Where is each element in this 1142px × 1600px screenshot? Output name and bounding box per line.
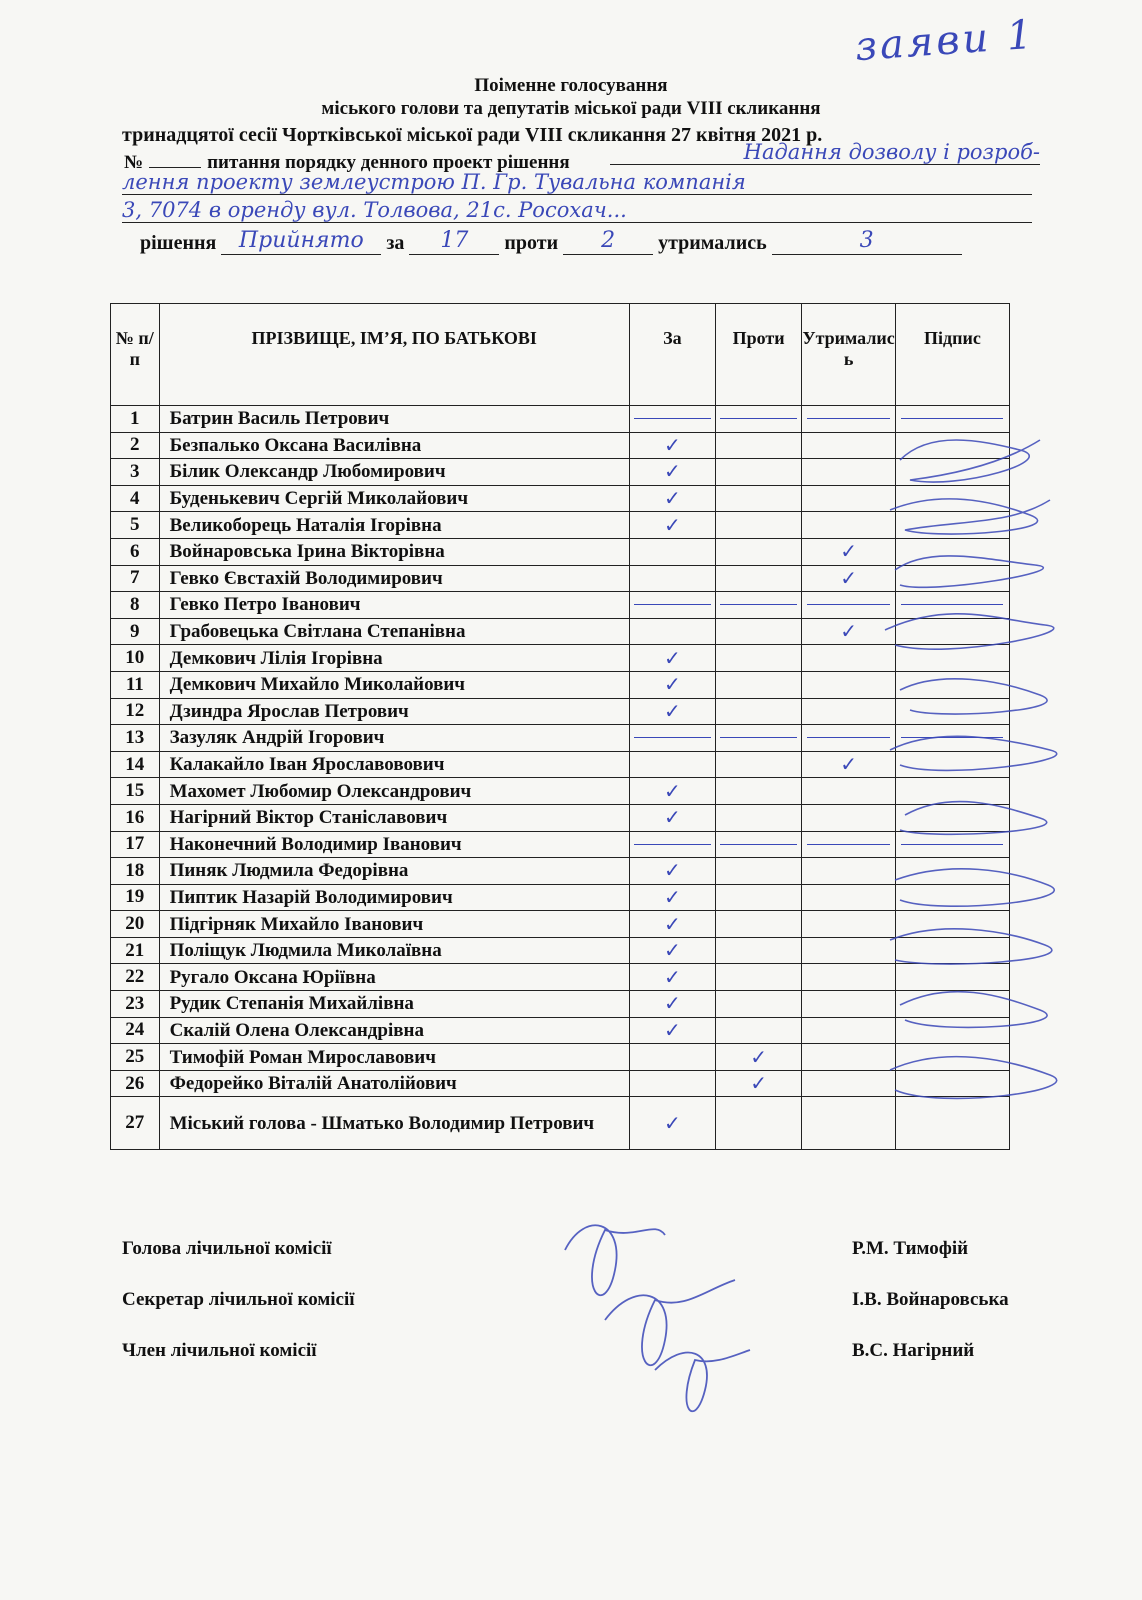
- col-abstained: Утрималис ь: [802, 304, 895, 406]
- col-against: Проти: [715, 304, 802, 406]
- vote-abstain-cell: [802, 964, 895, 991]
- check-mark-icon: ✓: [840, 567, 857, 590]
- vote-against-cell: [715, 538, 802, 565]
- row-number: 27: [111, 1097, 160, 1150]
- vote-for-cell: [629, 937, 715, 964]
- commission-row: [122, 1289, 1042, 1340]
- strike-line: [901, 604, 1003, 605]
- vote-for-cell: [629, 831, 715, 858]
- signature-cell: [895, 592, 1009, 619]
- vote-for-cell: [629, 671, 715, 698]
- vote-against-cell: [715, 1097, 802, 1150]
- signature-cell: [895, 911, 1009, 938]
- vote-abstain-cell: [802, 831, 895, 858]
- row-number: 8: [111, 592, 160, 619]
- table-row: [111, 884, 1010, 911]
- vote-abstain-cell: [802, 618, 895, 645]
- member-name: Білик Олександр Любомирович: [159, 459, 629, 486]
- vote-abstain-cell: [802, 432, 895, 459]
- member-name: Батрин Василь Петрович: [159, 406, 629, 433]
- commission-block: [122, 1238, 1042, 1391]
- table-row: [111, 778, 1010, 805]
- signature-cell: [895, 512, 1009, 539]
- table-row: [111, 937, 1010, 964]
- check-mark-icon: ✓: [663, 1112, 681, 1135]
- vote-for-cell: [629, 432, 715, 459]
- vote-abstain-cell: [802, 751, 895, 778]
- check-mark-icon: ✓: [663, 913, 681, 936]
- row-number: 1: [111, 406, 160, 433]
- vote-abstain-cell: [802, 1044, 895, 1071]
- signature-cell: [895, 804, 1009, 831]
- handwritten-line-3: 3, 7074 в оренду вул. Толвова, 21с. Росохач...: [122, 198, 1032, 223]
- check-mark-icon: ✓: [840, 541, 857, 564]
- strike-line: [807, 844, 890, 845]
- row-number: 14: [111, 751, 160, 778]
- vote-for-cell: [629, 698, 715, 725]
- abstained-label: утримались: [658, 232, 767, 254]
- signature-cell: [895, 831, 1009, 858]
- strike-line: [901, 737, 1003, 738]
- row-number: 25: [111, 1044, 160, 1071]
- against-label: проти: [504, 232, 559, 254]
- commission-member-name: І.В. Войнаровська: [852, 1289, 1009, 1310]
- row-number: 3: [111, 459, 160, 486]
- vote-against-cell: [715, 565, 802, 592]
- row-number: 2: [111, 432, 160, 459]
- vote-abstain-cell: [802, 884, 895, 911]
- check-mark-icon: ✓: [663, 1019, 681, 1042]
- abstained-count: 3: [772, 228, 962, 255]
- commission-role: Член лічильної комісії: [122, 1340, 317, 1361]
- signature-cell: [895, 1017, 1009, 1044]
- vote-abstain-cell: [802, 645, 895, 672]
- table-header-row: [111, 304, 1010, 406]
- vote-abstain-cell: [802, 1097, 895, 1150]
- table-row: [111, 991, 1010, 1018]
- row-number: 26: [111, 1070, 160, 1097]
- strike-line: [807, 418, 890, 419]
- check-mark-icon: ✓: [750, 1073, 767, 1096]
- vote-abstain-cell: [802, 1070, 895, 1097]
- check-mark-icon: ✓: [840, 754, 857, 777]
- row-number: 13: [111, 725, 160, 752]
- vote-abstain-cell: [802, 565, 895, 592]
- vote-for-cell: [629, 884, 715, 911]
- agenda-number-blank: [149, 167, 201, 168]
- strike-line: [720, 604, 797, 605]
- vote-for-cell: [629, 618, 715, 645]
- vote-for-cell: [629, 645, 715, 672]
- vote-abstain-cell: [802, 1017, 895, 1044]
- check-mark-icon: ✓: [663, 860, 681, 883]
- row-number: 5: [111, 512, 160, 539]
- signature-cell: [895, 698, 1009, 725]
- vote-for-cell: [629, 911, 715, 938]
- check-mark-icon: ✓: [663, 514, 681, 537]
- corner-note: заяви 1: [853, 11, 1037, 71]
- table-row: [111, 459, 1010, 486]
- vote-against-cell: [715, 645, 802, 672]
- commission-row: [122, 1340, 1042, 1391]
- vote-against-cell: [715, 592, 802, 619]
- for-count: 17: [409, 228, 499, 255]
- strike-line: [807, 737, 890, 738]
- row-number: 16: [111, 804, 160, 831]
- member-name: Войнаровська Ірина Вікторівна: [159, 538, 629, 565]
- row-number: 11: [111, 671, 160, 698]
- signature-cell: [895, 937, 1009, 964]
- signature-cell: [895, 538, 1009, 565]
- signature-cell: [895, 1044, 1009, 1071]
- table-row: [111, 512, 1010, 539]
- vote-abstain-cell: [802, 698, 895, 725]
- signature-cell: [895, 884, 1009, 911]
- vote-against-cell: [715, 1070, 802, 1097]
- table-row: [111, 671, 1010, 698]
- signature-cell: [895, 964, 1009, 991]
- vote-for-cell: [629, 991, 715, 1018]
- vote-against-cell: [715, 485, 802, 512]
- check-mark-icon: ✓: [663, 807, 681, 830]
- member-name: Пиняк Людмила Федорівна: [159, 858, 629, 885]
- doc-title: Поіменне голосування: [474, 75, 668, 96]
- strike-line: [634, 844, 711, 845]
- member-name: Пиптик Назарій Володимирович: [159, 884, 629, 911]
- col-for: За: [629, 304, 715, 406]
- commission-role: Секретар лічильної комісії: [122, 1289, 355, 1310]
- check-mark-icon: ✓: [663, 647, 681, 670]
- vote-abstain-cell: [802, 911, 895, 938]
- check-mark-icon: ✓: [663, 434, 681, 457]
- vote-abstain-cell: [802, 725, 895, 752]
- row-number: 24: [111, 1017, 160, 1044]
- table-row: [111, 804, 1010, 831]
- table-row: [111, 725, 1010, 752]
- check-mark-icon: ✓: [750, 1046, 767, 1069]
- vote-for-cell: [629, 406, 715, 433]
- strike-line: [901, 418, 1003, 419]
- commission-row: [122, 1238, 1042, 1289]
- vote-for-cell: [629, 778, 715, 805]
- member-name: Гевко Євстахій Володимирович: [159, 565, 629, 592]
- table-row: [111, 751, 1010, 778]
- check-mark-icon: ✓: [663, 993, 681, 1016]
- row-number: 20: [111, 911, 160, 938]
- table-row: [111, 645, 1010, 672]
- vote-abstain-cell: [802, 671, 895, 698]
- vote-against-cell: [715, 1017, 802, 1044]
- vote-against-cell: [715, 725, 802, 752]
- signature-cell: [895, 671, 1009, 698]
- decision-value: Прийнято: [221, 228, 381, 255]
- vote-against-cell: [715, 831, 802, 858]
- signature-cell: [895, 1097, 1009, 1150]
- vote-for-cell: [629, 725, 715, 752]
- row-number: 7: [111, 565, 160, 592]
- strike-line: [720, 737, 797, 738]
- signature-cell: [895, 991, 1009, 1018]
- row-number: 6: [111, 538, 160, 565]
- strike-line: [720, 844, 797, 845]
- vote-against-cell: [715, 911, 802, 938]
- agenda-label: питання порядку денного проект рішення: [207, 152, 570, 173]
- vote-abstain-cell: [802, 538, 895, 565]
- row-number: 18: [111, 858, 160, 885]
- col-signature: Підпис: [895, 304, 1009, 406]
- member-name: Безпалько Оксана Василівна: [159, 432, 629, 459]
- check-mark-icon: ✓: [663, 700, 681, 723]
- strike-line: [634, 418, 711, 419]
- member-name: Великоборець Наталія Ігорівна: [159, 512, 629, 539]
- row-number: 4: [111, 485, 160, 512]
- session-line: тринадцятої сесії Чортківської міської ради VIII скликання 27 квітня 2021 р.: [122, 124, 823, 146]
- handwritten-line-1: Надання дозволу і розроб-: [610, 140, 1040, 165]
- vote-for-cell: [629, 1097, 715, 1150]
- check-mark-icon: ✓: [663, 886, 681, 909]
- col-name: ПРІЗВИЩЕ, ІМ’Я, ПО БАТЬКОВІ: [159, 304, 629, 406]
- vote-abstain-cell: [802, 937, 895, 964]
- handwritten-line-2: лення проекту землеустрою П. Гр. Тувальна компанія: [122, 170, 1032, 195]
- strike-line: [634, 737, 711, 738]
- table-row: [111, 565, 1010, 592]
- table-row: [111, 1070, 1010, 1097]
- member-name: Рудик Степанія Михайлівна: [159, 991, 629, 1018]
- commission-member-name: Р.М. Тимофій: [852, 1238, 969, 1259]
- member-name: Скалій Олена Олександрівна: [159, 1017, 629, 1044]
- vote-against-cell: [715, 804, 802, 831]
- row-number: 9: [111, 618, 160, 645]
- member-name: Підгірняк Михайло Іванович: [159, 911, 629, 938]
- vote-against-cell: [715, 459, 802, 486]
- table-row: [111, 538, 1010, 565]
- vote-for-cell: [629, 1070, 715, 1097]
- signature-cell: [895, 406, 1009, 433]
- commission-role: Голова лічильної комісії: [122, 1238, 332, 1259]
- row-number: 23: [111, 991, 160, 1018]
- member-name: Демкович Михайло Миколайович: [159, 671, 629, 698]
- table-row: [111, 1044, 1010, 1071]
- vote-against-cell: [715, 884, 802, 911]
- signature-cell: [895, 751, 1009, 778]
- vote-abstain-cell: [802, 592, 895, 619]
- table-row: [111, 1017, 1010, 1044]
- row-number: 12: [111, 698, 160, 725]
- check-mark-icon: ✓: [663, 674, 681, 697]
- member-name: Калакайло Іван Ярославовович: [159, 751, 629, 778]
- vote-for-cell: [629, 1017, 715, 1044]
- strike-line: [720, 418, 797, 419]
- check-mark-icon: ✓: [663, 488, 681, 511]
- table-row: [111, 964, 1010, 991]
- vote-for-cell: [629, 858, 715, 885]
- vote-against-cell: [715, 858, 802, 885]
- vote-against-cell: [715, 937, 802, 964]
- vote-against-cell: [715, 751, 802, 778]
- vote-against-cell: [715, 991, 802, 1018]
- strike-line: [807, 604, 890, 605]
- vote-against-cell: [715, 778, 802, 805]
- member-name: Грабовецька Світлана Степанівна: [159, 618, 629, 645]
- signature-cell: [895, 618, 1009, 645]
- strike-line: [901, 844, 1003, 845]
- vote-against-cell: [715, 618, 802, 645]
- member-name: Нагірний Віктор Станіславович: [159, 804, 629, 831]
- table-row: [111, 406, 1010, 433]
- vote-for-cell: [629, 804, 715, 831]
- agenda-number-prefix: №: [124, 152, 144, 173]
- vote-against-cell: [715, 1044, 802, 1071]
- check-mark-icon: ✓: [663, 966, 681, 989]
- for-label: за: [386, 232, 405, 254]
- table-row: [111, 485, 1010, 512]
- vote-for-cell: [629, 964, 715, 991]
- table-row: [111, 858, 1010, 885]
- member-name: Ругало Оксана Юріївна: [159, 964, 629, 991]
- check-mark-icon: ✓: [840, 621, 857, 644]
- member-name: Буденькевич Сергій Миколайович: [159, 485, 629, 512]
- vote-abstain-cell: [802, 406, 895, 433]
- row-number: 19: [111, 884, 160, 911]
- vote-for-cell: [629, 592, 715, 619]
- vote-against-cell: [715, 964, 802, 991]
- row-number: 22: [111, 964, 160, 991]
- vote-for-cell: [629, 485, 715, 512]
- member-name: Махомет Любомир Олександрович: [159, 778, 629, 805]
- vote-for-cell: [629, 512, 715, 539]
- vote-abstain-cell: [802, 778, 895, 805]
- signature-cell: [895, 778, 1009, 805]
- vote-for-cell: [629, 1044, 715, 1071]
- signature-cell: [895, 725, 1009, 752]
- vote-against-cell: [715, 512, 802, 539]
- vote-abstain-cell: [802, 804, 895, 831]
- member-name: Поліщук Людмила Миколаївна: [159, 937, 629, 964]
- vote-abstain-cell: [802, 512, 895, 539]
- row-number: 15: [111, 778, 160, 805]
- member-name: Тимофій Роман Мирославович: [159, 1044, 629, 1071]
- table-row: [111, 1097, 1010, 1150]
- member-name: Міський голова - Шматько Володимир Петрович: [159, 1097, 629, 1150]
- signature-cell: [895, 858, 1009, 885]
- table-row: [111, 911, 1010, 938]
- decision-line: [140, 228, 962, 255]
- vote-table: [110, 303, 1010, 1150]
- vote-against-cell: [715, 432, 802, 459]
- vote-against-cell: [715, 698, 802, 725]
- table-row: [111, 831, 1010, 858]
- vote-abstain-cell: [802, 459, 895, 486]
- table-row: [111, 432, 1010, 459]
- row-number: 17: [111, 831, 160, 858]
- vote-abstain-cell: [802, 991, 895, 1018]
- vote-for-cell: [629, 459, 715, 486]
- vote-abstain-cell: [802, 858, 895, 885]
- vote-abstain-cell: [802, 485, 895, 512]
- member-name: Зазуляк Андрій Ігорович: [159, 725, 629, 752]
- check-mark-icon: ✓: [663, 780, 681, 803]
- col-number: № п/п: [111, 304, 160, 406]
- strike-line: [634, 604, 711, 605]
- table-row: [111, 592, 1010, 619]
- signature-cell: [895, 645, 1009, 672]
- signature-cell: [895, 432, 1009, 459]
- signature-cell: [895, 1070, 1009, 1097]
- signature-cell: [895, 459, 1009, 486]
- row-number: 10: [111, 645, 160, 672]
- doc-subtitle: міського голови та депутатів міської ради VIII скликання: [321, 98, 821, 119]
- vote-for-cell: [629, 538, 715, 565]
- signature-cell: [895, 565, 1009, 592]
- table-row: [111, 618, 1010, 645]
- table-row: [111, 698, 1010, 725]
- vote-for-cell: [629, 565, 715, 592]
- signature-cell: [895, 485, 1009, 512]
- member-name: Федорейко Віталій Анатолійович: [159, 1070, 629, 1097]
- vote-against-cell: [715, 406, 802, 433]
- check-mark-icon: ✓: [663, 940, 681, 963]
- check-mark-icon: ✓: [663, 461, 681, 484]
- member-name: Демкович Лілія Ігорівна: [159, 645, 629, 672]
- vote-against-cell: [715, 671, 802, 698]
- member-name: Гевко Петро Іванович: [159, 592, 629, 619]
- row-number: 21: [111, 937, 160, 964]
- decision-label: рішення: [140, 232, 217, 254]
- member-name: Дзиндра Ярослав Петрович: [159, 698, 629, 725]
- against-count: 2: [563, 228, 653, 255]
- commission-member-name: В.С. Нагірний: [852, 1340, 975, 1361]
- member-name: Наконечний Володимир Іванович: [159, 831, 629, 858]
- vote-for-cell: [629, 751, 715, 778]
